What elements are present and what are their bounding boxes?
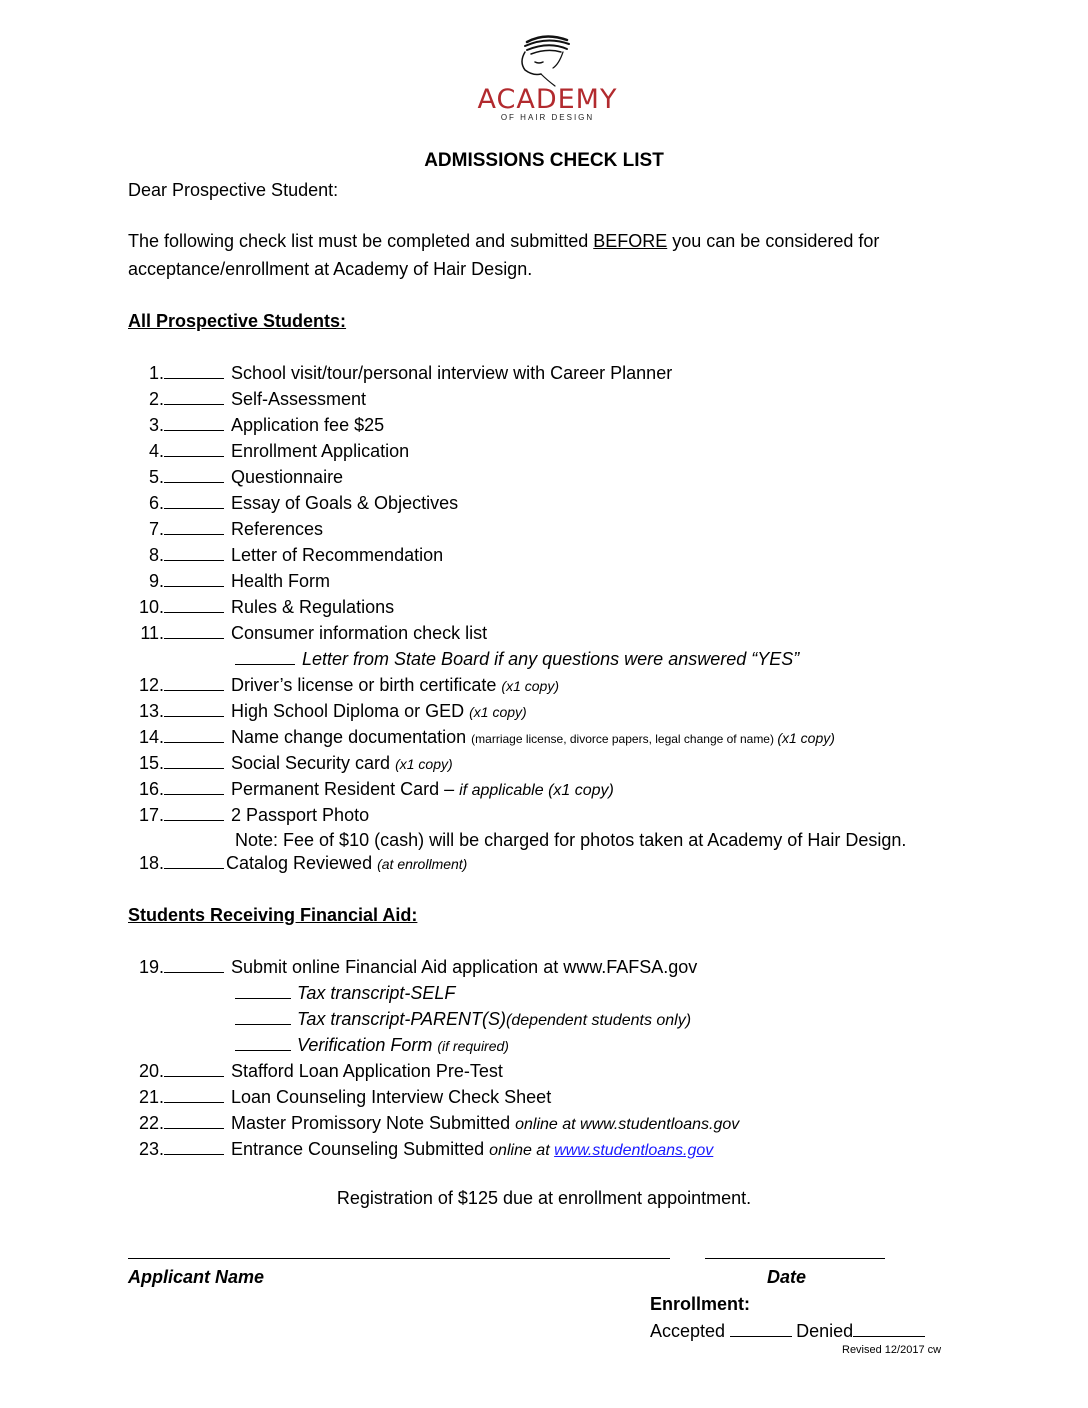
item-note: (x1 copy) bbox=[501, 678, 559, 694]
item-number: 21. bbox=[138, 1087, 164, 1107]
checklist-subitem bbox=[235, 1008, 691, 1030]
checklist-item-16 bbox=[130, 778, 614, 800]
item-text: Consumer information check list bbox=[231, 623, 488, 643]
item-number: 8. bbox=[148, 545, 164, 565]
check-blank[interactable] bbox=[164, 440, 224, 457]
item-text: Master Promissory Note Submitted bbox=[231, 1113, 516, 1133]
item-text: Name change documentation bbox=[231, 727, 472, 747]
check-blank[interactable] bbox=[164, 1086, 224, 1103]
check-blank[interactable] bbox=[164, 622, 224, 639]
check-blank[interactable] bbox=[164, 362, 224, 379]
section-heading-all-students: All Prospective Students: bbox=[128, 311, 347, 331]
item-note: (x1 copy) bbox=[777, 730, 835, 746]
subitem-text: Letter from State Board if any questions were answered “YES” bbox=[302, 649, 800, 669]
check-blank[interactable] bbox=[164, 700, 224, 717]
item-detail: (marriage license, divorce papers, legal change of name) bbox=[471, 732, 778, 746]
checklist-item bbox=[130, 544, 443, 566]
intro-line-1 bbox=[128, 231, 879, 252]
intro-line-2: acceptance/enrollment at Academy of Hair Design. bbox=[128, 259, 533, 279]
checklist-item bbox=[130, 440, 409, 462]
logo-face-icon bbox=[455, 28, 640, 88]
item-number: 9. bbox=[148, 571, 164, 591]
check-blank[interactable] bbox=[164, 414, 224, 431]
item-text: Social Security card bbox=[231, 753, 396, 773]
checklist-item-12 bbox=[130, 674, 559, 696]
checklist-item-17 bbox=[130, 804, 369, 826]
item-text: 2 Passport Photo bbox=[231, 805, 370, 825]
studentloans-link[interactable]: www.studentloans.gov bbox=[554, 1142, 714, 1159]
revision-note: Revised 12/2017 cw bbox=[842, 1344, 942, 1356]
item-text: Self-Assessment bbox=[231, 389, 367, 409]
item-number: 12. bbox=[138, 675, 164, 695]
item-number: 18. bbox=[138, 853, 164, 873]
page-title: ADMISSIONS CHECK LIST bbox=[424, 150, 664, 171]
check-blank[interactable] bbox=[164, 1112, 224, 1129]
subitem-text: Tax transcript-PARENT(S) bbox=[297, 1009, 507, 1029]
checklist-item-18 bbox=[130, 852, 467, 874]
item-number: 7. bbox=[148, 519, 164, 539]
item-text: Health Form bbox=[231, 571, 331, 591]
check-blank[interactable] bbox=[164, 388, 224, 405]
item-number: 2. bbox=[148, 389, 164, 409]
checklist-item-19 bbox=[130, 956, 697, 978]
checklist-item bbox=[130, 466, 343, 488]
item-text: Entrance Counseling Submitted bbox=[231, 1139, 490, 1159]
checklist-item-20 bbox=[130, 1060, 503, 1082]
passport-photo-note: Note: Fee of $10 (cash) will be charged for photos taken at Academy of Hair Design. bbox=[235, 830, 907, 850]
item-text: References bbox=[231, 519, 324, 539]
accepted-label: Accepted bbox=[650, 1321, 726, 1341]
item-text: High School Diploma or GED bbox=[231, 701, 470, 721]
applicant-name-line[interactable] bbox=[128, 1258, 670, 1259]
subitem-text: Verification Form bbox=[297, 1035, 438, 1055]
checklist-item-23 bbox=[130, 1138, 713, 1160]
item-note: online at bbox=[489, 1142, 555, 1159]
check-blank[interactable] bbox=[164, 752, 224, 769]
check-blank[interactable] bbox=[235, 982, 291, 999]
check-blank[interactable] bbox=[164, 804, 224, 821]
checklist-item bbox=[130, 596, 394, 618]
item-text: Submit online Financial Aid application at www.FAFSA.gov bbox=[231, 957, 698, 977]
logo-subtitle: OF HAIR DESIGN bbox=[500, 113, 595, 122]
check-blank[interactable] bbox=[164, 596, 224, 613]
denied-label: Denied bbox=[796, 1321, 854, 1341]
check-blank[interactable] bbox=[164, 778, 224, 795]
accepted-blank[interactable] bbox=[730, 1320, 792, 1337]
item-number: 11. bbox=[140, 623, 164, 643]
checklist-subitem bbox=[235, 648, 799, 670]
item-text: Enrollment Application bbox=[231, 441, 410, 461]
checklist-item bbox=[130, 622, 487, 644]
section-heading-financial-aid: Students Receiving Financial Aid: bbox=[128, 905, 418, 925]
subitem-note: (if required) bbox=[437, 1038, 509, 1054]
check-blank[interactable] bbox=[164, 674, 224, 691]
check-blank[interactable] bbox=[235, 1008, 291, 1025]
check-blank[interactable] bbox=[164, 570, 224, 587]
checklist-item-14 bbox=[130, 726, 835, 748]
check-blank[interactable] bbox=[164, 956, 224, 973]
logo-wordmark: ACADEMY bbox=[477, 84, 618, 115]
checklist-item-15 bbox=[130, 752, 453, 774]
check-blank[interactable] bbox=[164, 518, 224, 535]
item-text: Loan Counseling Interview Check Sheet bbox=[231, 1087, 552, 1107]
item-text: Stafford Loan Application Pre-Test bbox=[231, 1061, 503, 1081]
intro-before: The following check list must be completed and submitted bbox=[128, 231, 594, 251]
checklist-subitem bbox=[235, 982, 455, 1004]
check-blank[interactable] bbox=[164, 1138, 224, 1155]
greeting: Dear Prospective Student: bbox=[128, 180, 339, 200]
academy-logo bbox=[455, 28, 640, 123]
intro-after: you can be considered for bbox=[667, 231, 880, 251]
item-number: 13. bbox=[138, 701, 164, 721]
item-text: Catalog Reviewed bbox=[226, 853, 378, 873]
item-number: 16. bbox=[138, 779, 164, 799]
intro-emphasis: BEFORE bbox=[593, 231, 668, 251]
checklist-item bbox=[130, 362, 672, 384]
item-note: (x1 copy) bbox=[395, 756, 453, 772]
item-number: 3. bbox=[148, 415, 164, 435]
item-note: (at enrollment) bbox=[377, 856, 468, 872]
item-number: 19. bbox=[138, 957, 164, 977]
item-number: 14. bbox=[138, 727, 164, 747]
item-number: 15. bbox=[138, 753, 164, 773]
item-text: Driver’s license or birth certificate bbox=[231, 675, 502, 695]
item-number: 1. bbox=[148, 363, 164, 383]
denied-blank[interactable] bbox=[853, 1320, 925, 1337]
check-blank[interactable] bbox=[164, 1060, 224, 1077]
item-number: 20. bbox=[138, 1061, 164, 1081]
item-number: 6. bbox=[148, 493, 164, 513]
checklist-item bbox=[130, 518, 323, 540]
checklist-item-22 bbox=[130, 1112, 739, 1134]
item-number: 10. bbox=[138, 597, 164, 617]
checklist-item bbox=[130, 388, 366, 410]
checklist-item bbox=[130, 570, 330, 592]
enrollment-label: Enrollment: bbox=[650, 1294, 751, 1314]
check-blank[interactable] bbox=[164, 852, 224, 869]
date-line[interactable] bbox=[705, 1258, 885, 1259]
date-label: Date bbox=[767, 1267, 807, 1287]
check-blank[interactable] bbox=[164, 544, 224, 561]
checklist-item bbox=[130, 414, 384, 436]
check-blank[interactable] bbox=[235, 648, 295, 665]
applicant-name-label: Applicant Name bbox=[128, 1267, 265, 1287]
item-text: Application fee $25 bbox=[231, 415, 385, 435]
subitem-text: Tax transcript-SELF bbox=[297, 983, 456, 1003]
checklist-item-13 bbox=[130, 700, 527, 722]
item-text: Rules & Regulations bbox=[231, 597, 395, 617]
check-blank[interactable] bbox=[164, 492, 224, 509]
checklist-item-21 bbox=[130, 1086, 551, 1108]
enrollment-status bbox=[650, 1320, 925, 1342]
checklist-item bbox=[130, 492, 458, 514]
item-number: 5. bbox=[148, 467, 164, 487]
item-text: School visit/tour/personal interview with Career Planner bbox=[231, 363, 673, 383]
item-note: (x1 copy) bbox=[469, 704, 527, 720]
item-text: Letter of Recommendation bbox=[231, 545, 444, 565]
checklist-subitem bbox=[235, 1034, 509, 1056]
registration-note: Registration of $125 due at enrollment appointment. bbox=[336, 1188, 752, 1208]
subitem-note: (dependent students only) bbox=[506, 1012, 692, 1029]
check-blank[interactable] bbox=[164, 726, 224, 743]
check-blank[interactable] bbox=[235, 1034, 291, 1051]
item-text: Permanent Resident Card – bbox=[231, 779, 460, 799]
item-number: 17. bbox=[138, 805, 164, 825]
item-number: 22. bbox=[138, 1113, 164, 1133]
check-blank[interactable] bbox=[164, 466, 224, 483]
item-number: 23. bbox=[138, 1139, 164, 1159]
item-note: if applicable (x1 copy) bbox=[459, 782, 614, 799]
item-text: Essay of Goals & Objectives bbox=[231, 493, 459, 513]
item-number: 4. bbox=[148, 441, 164, 461]
item-text: Questionnaire bbox=[231, 467, 344, 487]
item-note: online at www.studentloans.gov bbox=[515, 1116, 740, 1133]
